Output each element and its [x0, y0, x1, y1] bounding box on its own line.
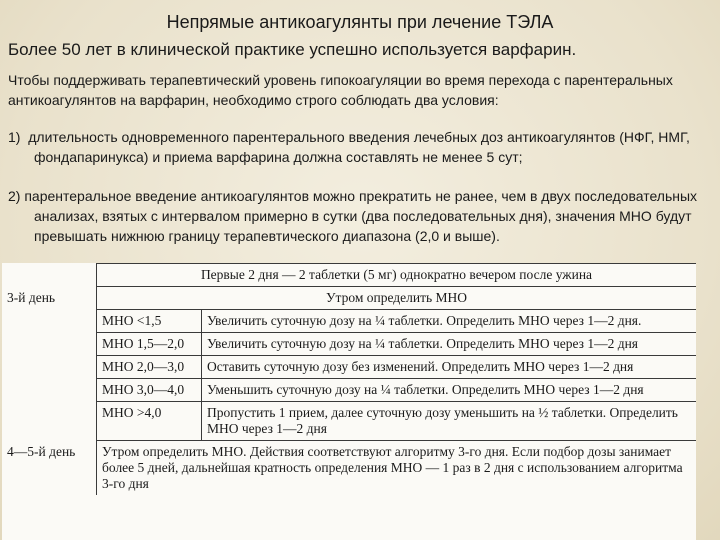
table-row — [2, 356, 696, 379]
mno-range: МНО 2,0—3,0 — [97, 356, 202, 379]
dose-action: Увеличить суточную дозу на ¼ таблетки. Определить МНО через 1—2 дня — [202, 333, 697, 356]
mno-range: МНО 3,0—4,0 — [97, 379, 202, 402]
slide-title: Непрямые антикоагулянты при лечение ТЭЛА — [166, 12, 554, 32]
dose-action: Увеличить суточную дозу на ¼ таблетки. Определить МНО через 1—2 дня. — [202, 310, 697, 333]
condition-2-marker: 2) — [8, 188, 21, 204]
condition-2-text: парентеральное введение антикоагулянтов можно прекратить не ранее, чем в двух последовательных анализах, взятых с интервалом примерно в сутки (два последовательных дня), значения МНО будут превышать нижнюю границу терапевтического диапазона (2,0 и выше). — [24, 188, 698, 244]
table-row — [2, 402, 696, 441]
dosing-table — [2, 263, 696, 540]
condition-2 — [8, 186, 720, 246]
mno-range: МНО >4,0 — [97, 402, 202, 441]
condition-1-text: длительность одновременного парентерального введения лечебных доз антикоагулянтов (НФГ, НМГ, фондапаринукса) и приема варфарина должна составлять не менее 5 сут; — [28, 129, 690, 165]
day45-label: 4—5-й день — [2, 441, 97, 496]
table-header: Первые 2 дня — 2 таблетки (5 мг) однократно вечером после ужина — [97, 264, 697, 287]
dose-action: Пропустить 1 прием, далее суточную дозу уменьшить на ½ таблетки. Определить МНО через 1—2 дня — [202, 402, 697, 441]
day45-text: Утром определить МНО. Действия соответствуют алгоритму 3-го дня. Если подбор дозы занимает более 5 дней, дальнейшая кратность определения МНО — 1 раз в 2 дня с использованием алгоритма 3-го дня — [97, 441, 697, 496]
table-row — [2, 379, 696, 402]
condition-1 — [8, 127, 720, 167]
table-row — [2, 310, 696, 333]
dose-action: Оставить суточную дозу без изменений. Определить МНО через 1—2 дня — [202, 356, 697, 379]
condition-1-marker: 1) — [8, 129, 21, 145]
dose-action: Уменьшить суточную дозу на ¼ таблетки. Определить МНО через 1—2 дня — [202, 379, 697, 402]
intro-paragraph: Чтобы поддерживать терапевтический уровень гипокоагуляции во время перехода с парентеральных антикоагулянтов на варфарин, необходимо строго соблюдать два условия: — [8, 72, 673, 108]
day3-label: 3-й день — [2, 287, 97, 441]
table-row — [2, 333, 696, 356]
table-corner — [2, 264, 97, 287]
headline: Более 50 лет в клинической практике успешно используется варфарин. — [8, 40, 577, 59]
day3-header: Утром определить МНО — [97, 287, 697, 310]
mno-range: МНО <1,5 — [97, 310, 202, 333]
mno-range: МНО 1,5—2,0 — [97, 333, 202, 356]
